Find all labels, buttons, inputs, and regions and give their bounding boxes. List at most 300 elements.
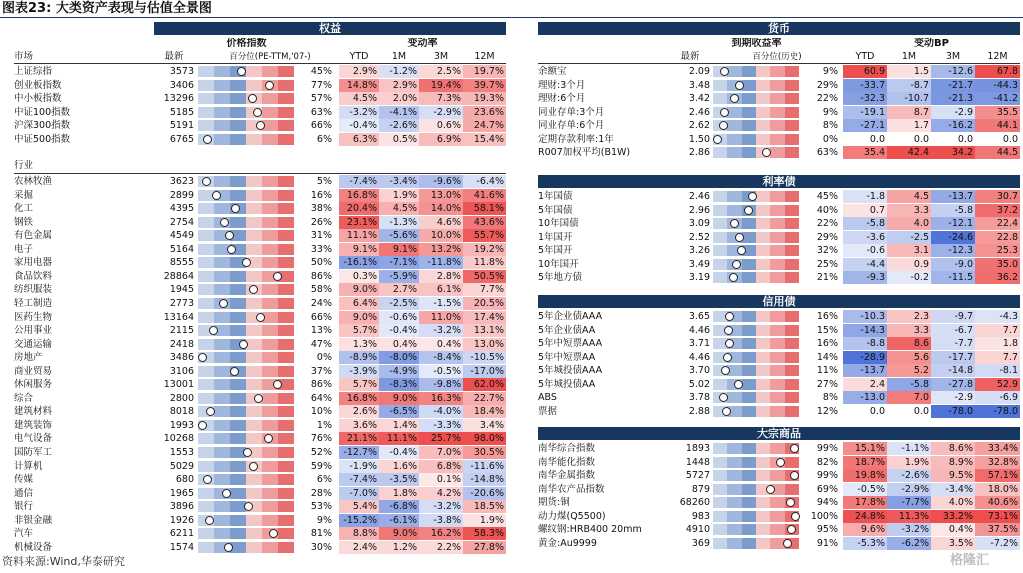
percentile-bar — [198, 120, 294, 131]
table-row — [14, 297, 506, 310]
row-latest: 4.46 — [688, 324, 710, 336]
bar-segment — [278, 352, 294, 363]
bar-segment — [756, 338, 770, 349]
bar-segment — [246, 217, 262, 228]
bar-segment — [713, 484, 727, 495]
bar-segment — [785, 379, 799, 390]
row-name: 票据 — [538, 405, 558, 417]
row-12m: 18.5% — [463, 500, 506, 513]
row-3m: 0.6% — [419, 119, 463, 132]
row-12m: 25.3 — [975, 244, 1020, 257]
bar-segment — [262, 217, 278, 228]
row-name: 动力煤(Q5500) — [538, 510, 606, 522]
row-3m: -0.5% — [419, 365, 463, 378]
row-12m: 40.6% — [975, 496, 1020, 509]
row-percentile: 81% — [310, 528, 332, 540]
row-3m: -8.4% — [419, 351, 463, 364]
percentile-bar — [198, 474, 294, 485]
percentile-marker — [256, 121, 265, 130]
bar-segment — [785, 107, 799, 118]
bar-segment — [785, 311, 799, 322]
row-1m: 2.7% — [379, 283, 419, 296]
bar-segment — [713, 497, 727, 508]
percentile-marker — [776, 458, 785, 467]
row-1m: 3.3 — [887, 204, 931, 217]
row-ytd: 24.8% — [843, 510, 887, 523]
table-row — [538, 217, 1020, 230]
bar-segment — [742, 392, 756, 403]
row-latest: 2800 — [169, 392, 194, 404]
bar-segment — [246, 379, 262, 390]
percentile-marker — [725, 312, 734, 321]
figure-title: 图表23: 大类资产表现与估值全景图 — [0, 0, 1023, 18]
r-header-rule — [538, 63, 1020, 64]
percentile-bar — [713, 134, 799, 145]
row-ytd: 15.1% — [843, 442, 887, 455]
row-12m: 30.7 — [975, 190, 1020, 203]
row-12m: 62.0% — [463, 378, 506, 391]
row-1m: -6.5% — [379, 405, 419, 418]
row-name: 计算机 — [14, 460, 43, 472]
bar-segment — [214, 107, 230, 118]
bar-segment — [278, 461, 294, 472]
percentile-bar — [198, 528, 294, 539]
bar-segment — [278, 474, 294, 485]
bar-segment — [756, 107, 770, 118]
percentile-bar — [198, 80, 294, 91]
bar-segment — [262, 488, 278, 499]
bar-segment — [214, 284, 230, 295]
bar-segment — [198, 120, 214, 131]
row-3m: -3.8% — [419, 514, 463, 527]
row-3m: 4.0% — [931, 496, 975, 509]
row-name: R007加权平均(B1W) — [538, 147, 631, 159]
row-percentile: 91% — [816, 537, 838, 549]
bar-segment — [246, 271, 262, 282]
row-12m: 24.7% — [463, 119, 506, 132]
bar-segment — [785, 365, 799, 376]
row-name: 5年企业债AA — [538, 324, 596, 336]
row-name: 5年国债 — [538, 204, 573, 216]
percentile-marker — [762, 148, 771, 157]
row-ytd: 9.0% — [339, 311, 379, 324]
bar-segment — [230, 406, 246, 417]
row-latest: 4910 — [685, 524, 710, 536]
row-1m: 0.9 — [887, 258, 931, 271]
source-note: 资料来源:Wind,华泰研究 — [2, 555, 125, 568]
table-row — [538, 337, 1020, 350]
row-3m: -4.0% — [419, 405, 463, 418]
row-ytd: 9.6% — [843, 523, 887, 536]
row-ytd: -0.5% — [843, 483, 887, 496]
bar-segment — [713, 245, 727, 256]
bar-segment — [214, 461, 230, 472]
row-1m: 5.2 — [887, 364, 931, 377]
row-3m: 16.2% — [419, 527, 463, 540]
row-percentile: 33% — [310, 243, 332, 255]
row-percentile: 32% — [816, 245, 838, 257]
percentile-marker — [222, 489, 231, 498]
percentile-bar — [198, 393, 294, 404]
table-row — [538, 106, 1020, 119]
bar-segment — [785, 134, 799, 145]
row-12m: 0.0 — [1002, 133, 1018, 145]
bar-segment — [785, 406, 799, 417]
bar-segment — [756, 511, 770, 522]
bar-segment — [246, 366, 262, 377]
row-1m: 3.1 — [887, 244, 931, 257]
row-1m: 0.5% — [379, 133, 419, 146]
row-3m: -12.6 — [931, 65, 975, 78]
table-row — [538, 469, 1020, 482]
percentile-marker — [254, 394, 263, 403]
industry-rule — [14, 173, 506, 174]
bar-segment — [214, 120, 230, 131]
row-latest: 6211 — [169, 528, 194, 540]
rate-bond-band: 利率债 — [538, 175, 1020, 188]
row-name: 1年国开 — [538, 231, 573, 243]
bar-segment — [246, 515, 262, 526]
bar-segment — [770, 497, 784, 508]
percentile-bar — [198, 366, 294, 377]
credit-bond-band: 信用债 — [538, 295, 1020, 308]
bar-segment — [214, 433, 230, 444]
bar-segment — [278, 393, 294, 404]
bar-segment — [214, 528, 230, 539]
bar-segment — [230, 515, 246, 526]
row-name: 余额宝 — [538, 66, 567, 77]
percentile-marker — [220, 218, 229, 227]
row-name: 建筑装饰 — [14, 419, 53, 431]
row-percentile: 52% — [310, 447, 332, 458]
row-percentile: 25% — [816, 258, 838, 270]
percentile-marker — [719, 121, 728, 130]
row-1m: 9.0% — [379, 527, 419, 540]
bar-segment — [770, 218, 784, 229]
table-row — [14, 270, 506, 283]
percentile-bar — [198, 298, 294, 309]
table-row — [14, 216, 506, 229]
table-row — [14, 527, 506, 540]
row-ytd: -0.4% — [339, 119, 379, 132]
bar-segment — [214, 515, 230, 526]
row-12m: 13.0% — [463, 338, 506, 351]
3m-header: 3M — [433, 51, 449, 62]
table-row — [14, 365, 506, 378]
row-3m: -21.3 — [931, 92, 975, 105]
row-3m: -16.2 — [931, 119, 975, 132]
row-percentile: 100% — [810, 510, 838, 522]
bar-segment — [742, 272, 756, 283]
row-percentile: 63% — [816, 147, 838, 159]
row-latest: 983 — [691, 510, 710, 522]
percentile-marker — [790, 471, 799, 480]
row-1m: 11.1% — [379, 432, 419, 445]
row-latest: 1893 — [685, 443, 710, 454]
row-ytd: 14.8% — [339, 79, 379, 92]
row-name: 有色金属 — [14, 230, 53, 242]
row-12m: 15.4% — [463, 133, 506, 146]
table-row — [14, 79, 506, 92]
row-name: 传媒 — [14, 474, 34, 486]
bar-segment — [785, 325, 799, 336]
row-percentile: 6% — [316, 474, 332, 486]
bar-segment — [198, 447, 214, 458]
row-12m: -11.6% — [463, 460, 506, 473]
row-3m: 0.0 — [957, 133, 973, 145]
bar-segment — [214, 406, 230, 417]
row-1m: -3.5% — [379, 473, 419, 486]
percentile-bar — [198, 176, 294, 187]
bar-segment — [713, 218, 727, 229]
bar-segment — [742, 338, 756, 349]
row-percentile: 45% — [816, 191, 838, 202]
row-12m: -20.6% — [463, 487, 506, 500]
row-name: 医药生物 — [14, 311, 53, 323]
bar-segment — [214, 447, 230, 458]
row-name: 南华综合指数 — [538, 443, 596, 454]
row-1m: -2.6% — [887, 469, 931, 482]
row-12m: 58.3% — [463, 527, 506, 540]
row-percentile: 86% — [310, 379, 332, 391]
table-row — [538, 364, 1020, 377]
bar-segment — [785, 352, 799, 363]
row-1m: -0.2 — [887, 271, 931, 284]
table-row — [14, 92, 506, 105]
bar-segment — [278, 66, 294, 77]
table-row — [538, 119, 1020, 132]
row-12m: -17.0% — [463, 365, 506, 378]
table-row — [538, 496, 1020, 509]
bar-segment — [727, 205, 741, 216]
bar-segment — [230, 393, 246, 404]
row-name: 黄金:Au9999 — [538, 537, 597, 549]
row-3m: -21.7 — [931, 79, 975, 92]
row-12m: 13.1% — [463, 324, 506, 337]
percentile-bar — [713, 484, 799, 495]
row-12m: 55.7% — [463, 229, 506, 242]
bar-segment — [230, 190, 246, 201]
row-1m: -2.9% — [887, 483, 931, 496]
bar-segment — [214, 379, 230, 390]
row-latest: 3.71 — [688, 338, 710, 350]
bar-segment — [278, 542, 294, 553]
percentile-marker — [231, 204, 240, 213]
bar-segment — [742, 120, 756, 131]
bar-segment — [278, 406, 294, 417]
bar-segment — [214, 93, 230, 104]
percentile-marker — [202, 177, 211, 186]
percentile-header: 百分位(PE-TTM,'07-) — [229, 52, 311, 62]
row-ytd: -5.8 — [843, 217, 887, 230]
row-latest: 5164 — [169, 243, 194, 255]
row-latest: 1.50 — [688, 133, 710, 145]
row-name: 期货:铜 — [538, 497, 570, 509]
row-12m: 20.5% — [463, 297, 506, 310]
row-latest: 3573 — [169, 66, 194, 77]
bar-segment — [770, 379, 784, 390]
row-latest: 13296 — [163, 93, 194, 105]
row-latest: 2115 — [169, 325, 194, 337]
market-header: 市场 — [14, 51, 34, 62]
bar-segment — [230, 488, 246, 499]
row-12m: 44.1 — [975, 119, 1020, 132]
row-ytd: -16.1% — [339, 256, 379, 269]
row-percentile: 31% — [310, 230, 332, 242]
bar-segment — [198, 488, 214, 499]
row-12m: -6.9 — [975, 391, 1020, 404]
row-1m: -4.9% — [379, 365, 419, 378]
percentile-bar — [713, 147, 799, 158]
row-percentile: 57% — [310, 93, 332, 105]
row-1m: -7.7% — [887, 496, 931, 509]
bar-segment — [198, 379, 214, 390]
row-3m: -17.7 — [931, 351, 975, 364]
row-latest: 3486 — [169, 352, 194, 364]
table-row — [538, 65, 1020, 78]
row-1m: 42.4 — [887, 146, 931, 159]
percentile-marker — [253, 108, 262, 117]
bar-segment — [785, 245, 799, 256]
row-name: 电气设备 — [14, 433, 53, 445]
row-percentile: 99% — [816, 443, 838, 454]
bar-segment — [785, 147, 799, 158]
row-3m: -3.4% — [931, 483, 975, 496]
row-1m: 0.0 — [913, 405, 929, 417]
row-12m: 37.2 — [975, 204, 1020, 217]
row-name: 机械设备 — [14, 541, 53, 553]
row-ytd: -3.2% — [339, 106, 379, 119]
bar-segment — [262, 352, 278, 363]
bar-segment — [230, 420, 246, 431]
bar-segment — [742, 134, 756, 145]
row-latest: 8018 — [169, 406, 194, 418]
bar-segment — [246, 190, 262, 201]
row-name: 交通运输 — [14, 338, 53, 350]
bar-segment — [742, 259, 756, 270]
row-latest: 3.19 — [688, 272, 710, 284]
row-latest: 13001 — [163, 379, 194, 391]
row-latest: 1926 — [169, 514, 194, 526]
row-percentile: 0% — [822, 133, 838, 145]
row-12m: -4.3 — [975, 310, 1020, 323]
row-3m: -7.7 — [931, 337, 975, 350]
r-12m-header: 12M — [987, 51, 1008, 62]
row-1m: -5.8 — [887, 378, 931, 391]
bar-segment — [785, 80, 799, 91]
row-12m: -14.8% — [463, 473, 506, 486]
bar-segment — [246, 420, 262, 431]
percentile-bar — [713, 457, 799, 468]
bar-segment — [770, 232, 784, 243]
bar-segment — [262, 284, 278, 295]
bar-segment — [756, 120, 770, 131]
row-percentile: 86% — [310, 270, 332, 282]
row-ytd: 16.8% — [339, 392, 379, 405]
row-12m: 1.9% — [463, 514, 506, 527]
bar-segment — [756, 232, 770, 243]
percentile-bar — [713, 80, 799, 91]
row-latest: 5185 — [169, 106, 194, 118]
row-1m: -0.4% — [379, 446, 419, 459]
row-1m: 1.9% — [379, 189, 419, 202]
bar-segment — [770, 66, 784, 77]
bar-segment — [770, 93, 784, 104]
percentile-bar — [198, 461, 294, 472]
bar-segment — [756, 311, 770, 322]
row-latest: 5.02 — [688, 378, 710, 390]
table-row — [14, 351, 506, 364]
row-3m: -27.8 — [931, 378, 975, 391]
row-3m: -9.6% — [419, 175, 463, 188]
bar-segment — [262, 257, 278, 268]
row-ytd: 8.8% — [339, 527, 379, 540]
row-3m: -14.8 — [931, 364, 975, 377]
row-1m: 1.2% — [379, 541, 419, 554]
row-percentile: 27% — [816, 378, 838, 390]
percentile-marker — [735, 233, 744, 242]
bar-segment — [230, 80, 246, 91]
row-latest: 5727 — [685, 470, 710, 482]
bar-segment — [770, 392, 784, 403]
table-row — [538, 537, 1020, 550]
bar-segment — [727, 470, 741, 481]
percentile-marker — [265, 81, 274, 90]
row-12m: 32.8% — [975, 456, 1020, 469]
bar-segment — [756, 365, 770, 376]
table-row — [538, 244, 1020, 257]
row-3m: 34.2 — [931, 146, 975, 159]
bar-segment — [230, 352, 246, 363]
row-latest: 4549 — [169, 230, 194, 242]
bar-segment — [742, 66, 756, 77]
bar-segment — [230, 461, 246, 472]
row-1m: 1.4% — [379, 419, 419, 432]
bar-segment — [742, 538, 756, 549]
row-latest: 2.62 — [688, 120, 710, 132]
percentile-bar — [713, 93, 799, 104]
table-row — [538, 456, 1020, 469]
percentile-marker — [730, 219, 739, 228]
percentile-marker — [224, 543, 233, 552]
row-ytd: 11.1% — [339, 229, 379, 242]
bar-segment — [785, 93, 799, 104]
bar-segment — [230, 325, 246, 336]
row-3m: 16.3% — [419, 392, 463, 405]
bar-segment — [262, 134, 278, 145]
row-percentile: 22% — [816, 93, 838, 105]
bar-segment — [713, 232, 727, 243]
row-12m: 3.4% — [463, 419, 506, 432]
bar-segment — [278, 244, 294, 255]
bar-segment — [214, 257, 230, 268]
bar-segment — [198, 271, 214, 282]
row-3m: 6.1% — [419, 283, 463, 296]
bar-segment — [727, 538, 741, 549]
bar-segment — [246, 433, 262, 444]
row-1m: -0.6% — [379, 311, 419, 324]
row-1m: 1.6% — [379, 460, 419, 473]
row-percentile: 66% — [310, 311, 332, 323]
row-ytd: 3.6% — [339, 419, 379, 432]
bar-segment — [198, 284, 214, 295]
row-latest: 2773 — [169, 297, 194, 309]
row-name: 5年中短票AA — [538, 351, 596, 363]
bar-segment — [278, 176, 294, 187]
row-12m: 33.4% — [975, 442, 1020, 455]
bar-segment — [278, 107, 294, 118]
bar-segment — [278, 217, 294, 228]
